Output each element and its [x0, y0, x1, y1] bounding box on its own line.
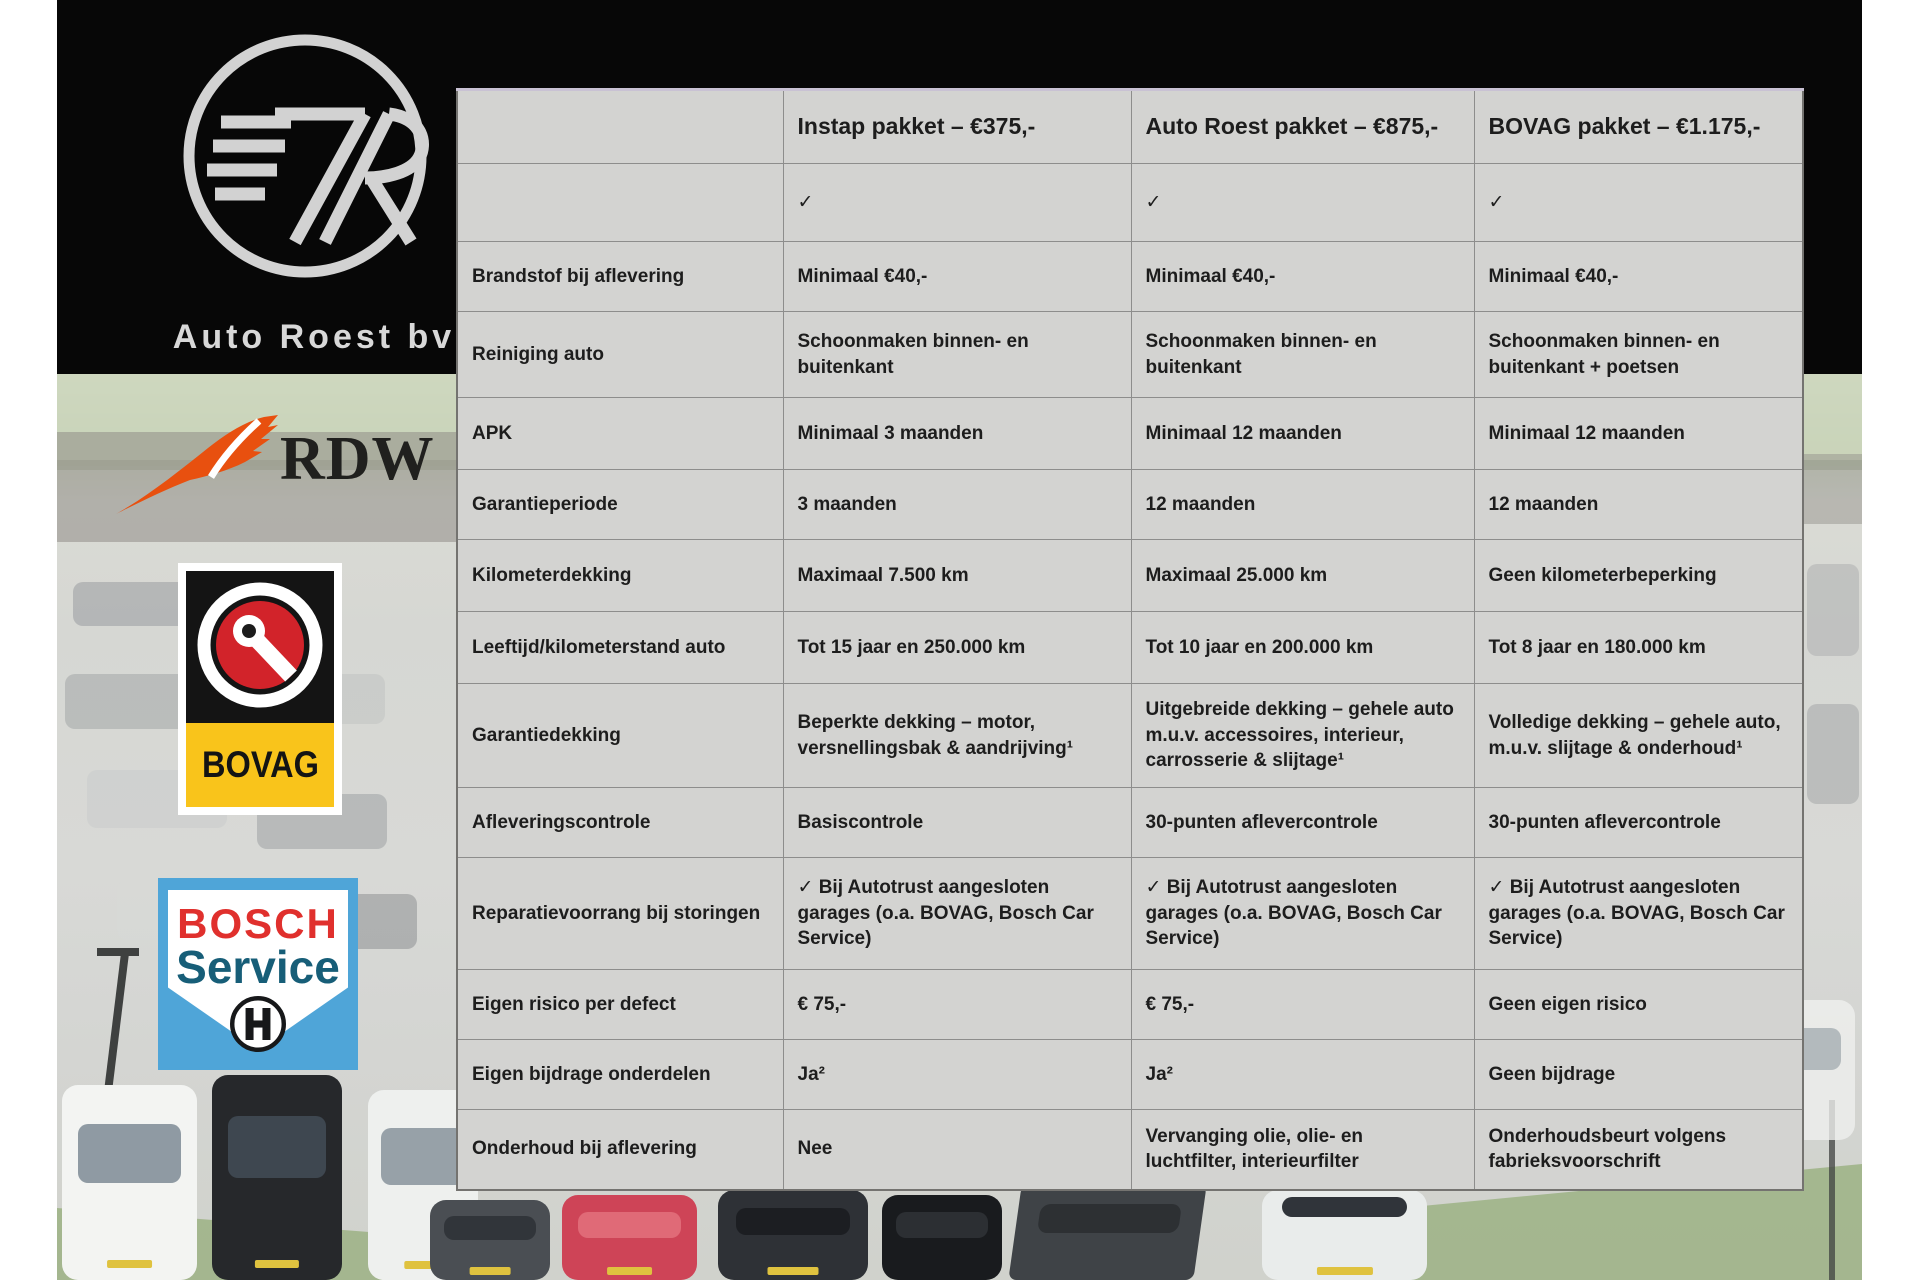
lamp-post-arm [97, 948, 139, 956]
cell: Onderhoudsbeurt volgens fabrieksvoorschrift [1474, 1110, 1803, 1190]
table-row [457, 398, 1803, 470]
cell: Volledige dekking – gehele auto, m.u.v. slijtage & onderhoud¹ [1474, 684, 1803, 788]
cell: 3 maanden [783, 470, 1131, 540]
row-label: APK [457, 398, 783, 470]
table-row [457, 858, 1803, 970]
cell: Maximaal 7.500 km [783, 540, 1131, 612]
row-label: Eigen bijdrage onderdelen [457, 1040, 783, 1110]
cell: Schoonmaken binnen- en buitenkant [783, 312, 1131, 398]
bovag-emblem-icon [186, 571, 334, 723]
cell: 30-punten aflevercontrole [1474, 788, 1803, 858]
van [1262, 1190, 1427, 1280]
car [430, 1200, 550, 1280]
bosch-wordmark: BOSCH [177, 900, 339, 947]
bosch-service-wordmark: Service [176, 941, 340, 993]
package-header-bovag: BOVAG pakket – €1.175,- [1474, 90, 1803, 164]
cell: Geen eigen risico [1474, 970, 1803, 1040]
car [718, 1190, 868, 1280]
row-label: Garantieperiode [457, 470, 783, 540]
bovag-logo [178, 563, 342, 815]
cell: Ja² [1131, 1040, 1474, 1110]
checkmark-cell: ✓ [1131, 164, 1474, 242]
cell: Basiscontrole [783, 788, 1131, 858]
car [1807, 564, 1859, 656]
row-label: Brandstof bij aflevering [457, 242, 783, 312]
cell: Minimaal €40,- [783, 242, 1131, 312]
table-row [457, 612, 1803, 684]
rdw-logo [112, 408, 435, 520]
auto-roest-logo-icon [175, 26, 435, 286]
cell: Maximaal 25.000 km [1131, 540, 1474, 612]
rdw-wing-icon [112, 412, 282, 522]
cell: Schoonmaken binnen- en buitenkant + poetsen [1474, 312, 1803, 398]
car [73, 582, 191, 626]
package-header-instap: Instap pakket – €375,- [783, 90, 1131, 164]
bosch-service-logo [158, 878, 358, 1070]
cell: Ja² [783, 1040, 1131, 1110]
table-row [457, 242, 1803, 312]
row-label: Reparatievoorrang bij storingen [457, 858, 783, 970]
cell: € 75,- [783, 970, 1131, 1040]
checkmark-cell: ✓ [783, 164, 1131, 242]
row-label: Afleveringscontrole [457, 788, 783, 858]
cell: Geen bijdrage [1474, 1040, 1803, 1110]
car [562, 1195, 697, 1280]
row-label: Garantiedekking [457, 684, 783, 788]
cell: ✓ Bij Autotrust aangesloten garages (o.a. BOVAG, Bosch Car Service) [783, 858, 1131, 970]
table-row [457, 1040, 1803, 1110]
table-row [457, 312, 1803, 398]
cell: ✓ Bij Autotrust aangesloten garages (o.a. BOVAG, Bosch Car Service) [1474, 858, 1803, 970]
cell: Minimaal 12 maanden [1131, 398, 1474, 470]
car [1807, 704, 1859, 804]
cell: € 75,- [1131, 970, 1474, 1040]
table-row [457, 1110, 1803, 1190]
table-row [457, 470, 1803, 540]
row-label: Kilometerdekking [457, 540, 783, 612]
table-row [457, 684, 1803, 788]
table-row [457, 540, 1803, 612]
checkmark-cell: ✓ [1474, 164, 1803, 242]
bovag-wordmark: BOVAG [201, 744, 319, 785]
bosch-armature-icon [226, 992, 290, 1056]
cell: Beperkte dekking – motor, versnellingsbak & aandrijving¹ [783, 684, 1131, 788]
cell: Minimaal €40,- [1131, 242, 1474, 312]
rdw-wordmark: RDW [280, 425, 435, 493]
feature-column-header [457, 90, 783, 164]
cell: Tot 10 jaar en 200.000 km [1131, 612, 1474, 684]
row-label: Eigen risico per defect [457, 970, 783, 1040]
cell: 12 maanden [1474, 470, 1803, 540]
table-row [457, 164, 1803, 242]
cell: Tot 15 jaar en 250.000 km [783, 612, 1131, 684]
cell: Uitgebreide dekking – gehele auto m.u.v. accessoires, interieur, carrosserie & slijtage¹ [1131, 684, 1474, 788]
cell: Minimaal 12 maanden [1474, 398, 1803, 470]
car [212, 1075, 342, 1280]
package-header-auto-roest: Auto Roest pakket – €875,- [1131, 90, 1474, 164]
cell: Geen kilometerbeperking [1474, 540, 1803, 612]
row-label: Onderhoud bij aflevering [457, 1110, 783, 1190]
cell: Minimaal €40,- [1474, 242, 1803, 312]
car [882, 1195, 1002, 1280]
cell: Schoonmaken binnen- en buitenkant [1131, 312, 1474, 398]
cell: 12 maanden [1131, 470, 1474, 540]
row-label: Reiniging auto [457, 312, 783, 398]
company-name: Auto Roest bv [172, 318, 456, 356]
table-header-row [457, 90, 1803, 164]
row-label: Leeftijd/kilometerstand auto [457, 612, 783, 684]
car-cover [1008, 1185, 1206, 1280]
cell: 30-punten aflevercontrole [1131, 788, 1474, 858]
cell: Vervanging olie, olie- en luchtfilter, interieurfilter [1131, 1110, 1474, 1190]
cell: Minimaal 3 maanden [783, 398, 1131, 470]
cell: Nee [783, 1110, 1131, 1190]
table-row [457, 788, 1803, 858]
package-comparison-table [456, 88, 1804, 1191]
cell: ✓ Bij Autotrust aangesloten garages (o.a. BOVAG, Bosch Car Service) [1131, 858, 1474, 970]
bovag-wordmark-area [186, 723, 334, 807]
row-label [457, 164, 783, 242]
cell: Tot 8 jaar en 180.000 km [1474, 612, 1803, 684]
table-row [457, 970, 1803, 1040]
car [62, 1085, 197, 1280]
